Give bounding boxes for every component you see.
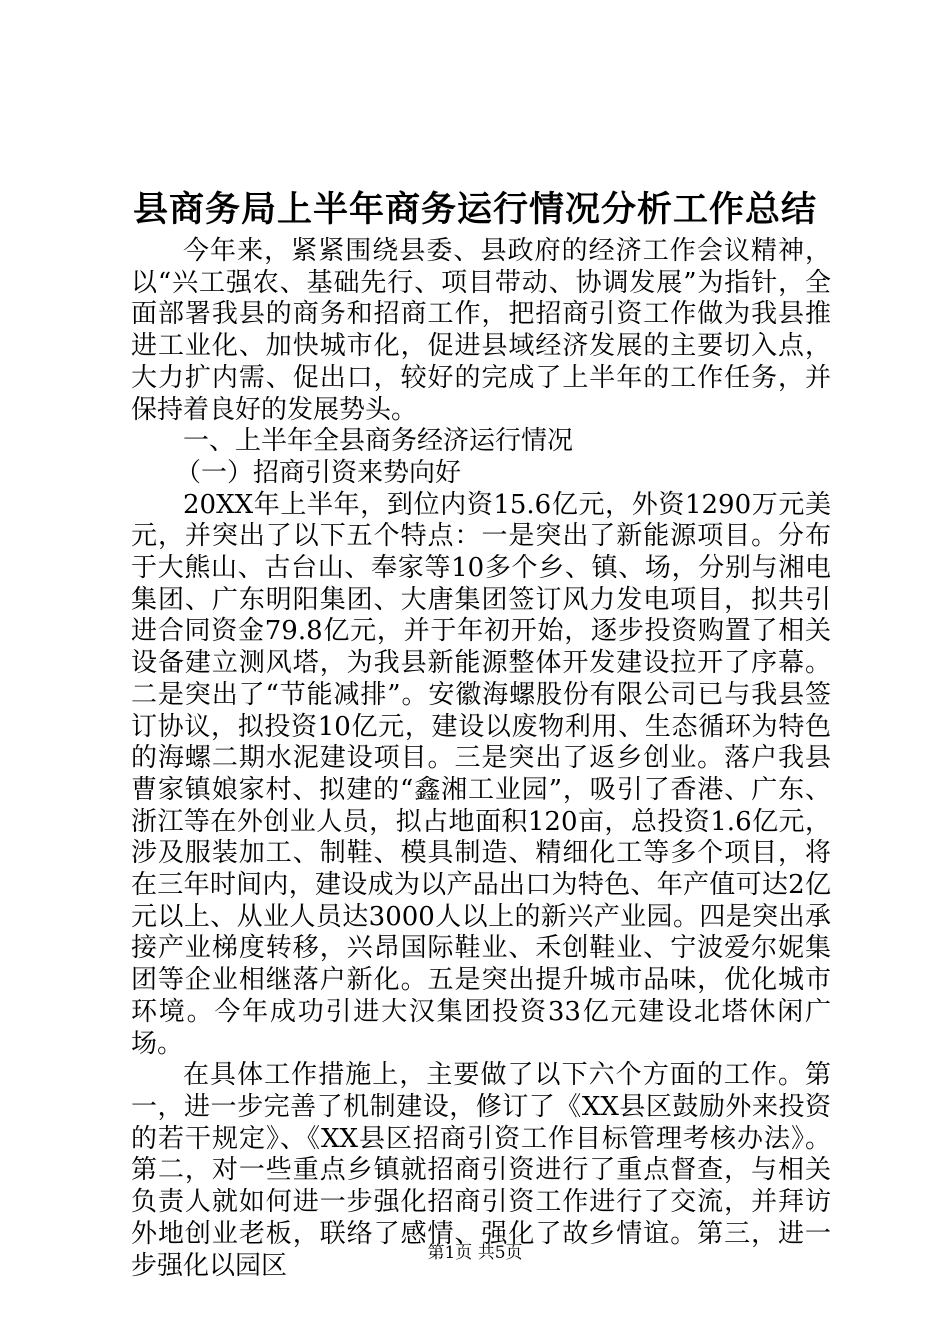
measures-paragraph: 在具体工作措施上，主要做了以下六个方面的工作。第一，进一步完善了机制建设，修订了《XX县区鼓励外来投资的若干规定》、《XX县区招商引资工作目标管理考核办法》。第二，对一些重点乡镇就招商引资进行了重点督查，与相关负责人就如何进一步强化招商引资工作进行了交流，并拜访外地创业老板，联络了感情、强化了故乡情谊。第三，进一步强化以园区: [131, 1060, 831, 1281]
section-heading: 一、上半年全县商务经济运行情况: [183, 426, 574, 457]
intro-paragraph: 今年来，紧紧围绕县委、县政府的经济工作会议精神，以“兴工强农、基础先行、项目带动、协调发展”为指针，全面部署我县的商务和招商工作，把招商引资工作做为我县推进工业化、加快城市化，促进县域经济发展的主要切入点，大力扩内需、促出口，较好的完成了上半年的工作任务，并保持着良好的发展势头。: [131, 236, 831, 425]
document-title: 县商务局上半年商务运行情况分析工作总结: [132, 190, 817, 230]
document-body: [131, 236, 831, 1282]
subsection-heading: （一）招商引资来势向好: [175, 457, 462, 488]
page-number-footer: 第1页 共5页: [427, 1243, 523, 1263]
investment-paragraph: 20XX年上半年，到位内资15.6亿元，外资1290万元美元，并突出了以下五个特点：一是突出了新能源项目。分布于大熊山、古台山、奉家等10多个乡、镇、场，分别与湘电集团、广东明阳集团、大唐集团签订风力发电项目，拟共引进合同资金79.8亿元，并于年初开始，逐步投资购置了相关设备建立测风塔，为我县新能源整体开发建设拉开了序幕。二是突出了“节能减排”。安徽海螺股份有限公司已与我县签订协议，拟投资10亿元，建设以废物利用、生态循环为特色的海螺二期水泥建设项目。三是突出了返乡创业。落户我县曹家镇娘家村、拟建的“鑫湘工业园”，吸引了香港、广东、浙江等在外创业人员，拟占地面积120亩，总投资1.6亿元，涉及服装加工、制鞋、模具制造、精细化工等多个项目，将在三年时间内，建设成为以产品出口为特色、年产值可达2亿元以上、从业人员达3000人以上的新兴产业园。四是突出承接产业梯度转移，兴昂国际鞋业、禾创鞋业、宁波爱尔妮集团等企业相继落户新化。五是突出提升城市品味，优化城市环境。今年成功引进大汉集团投资33亿元建设北塔休闲广场。: [131, 489, 831, 1059]
